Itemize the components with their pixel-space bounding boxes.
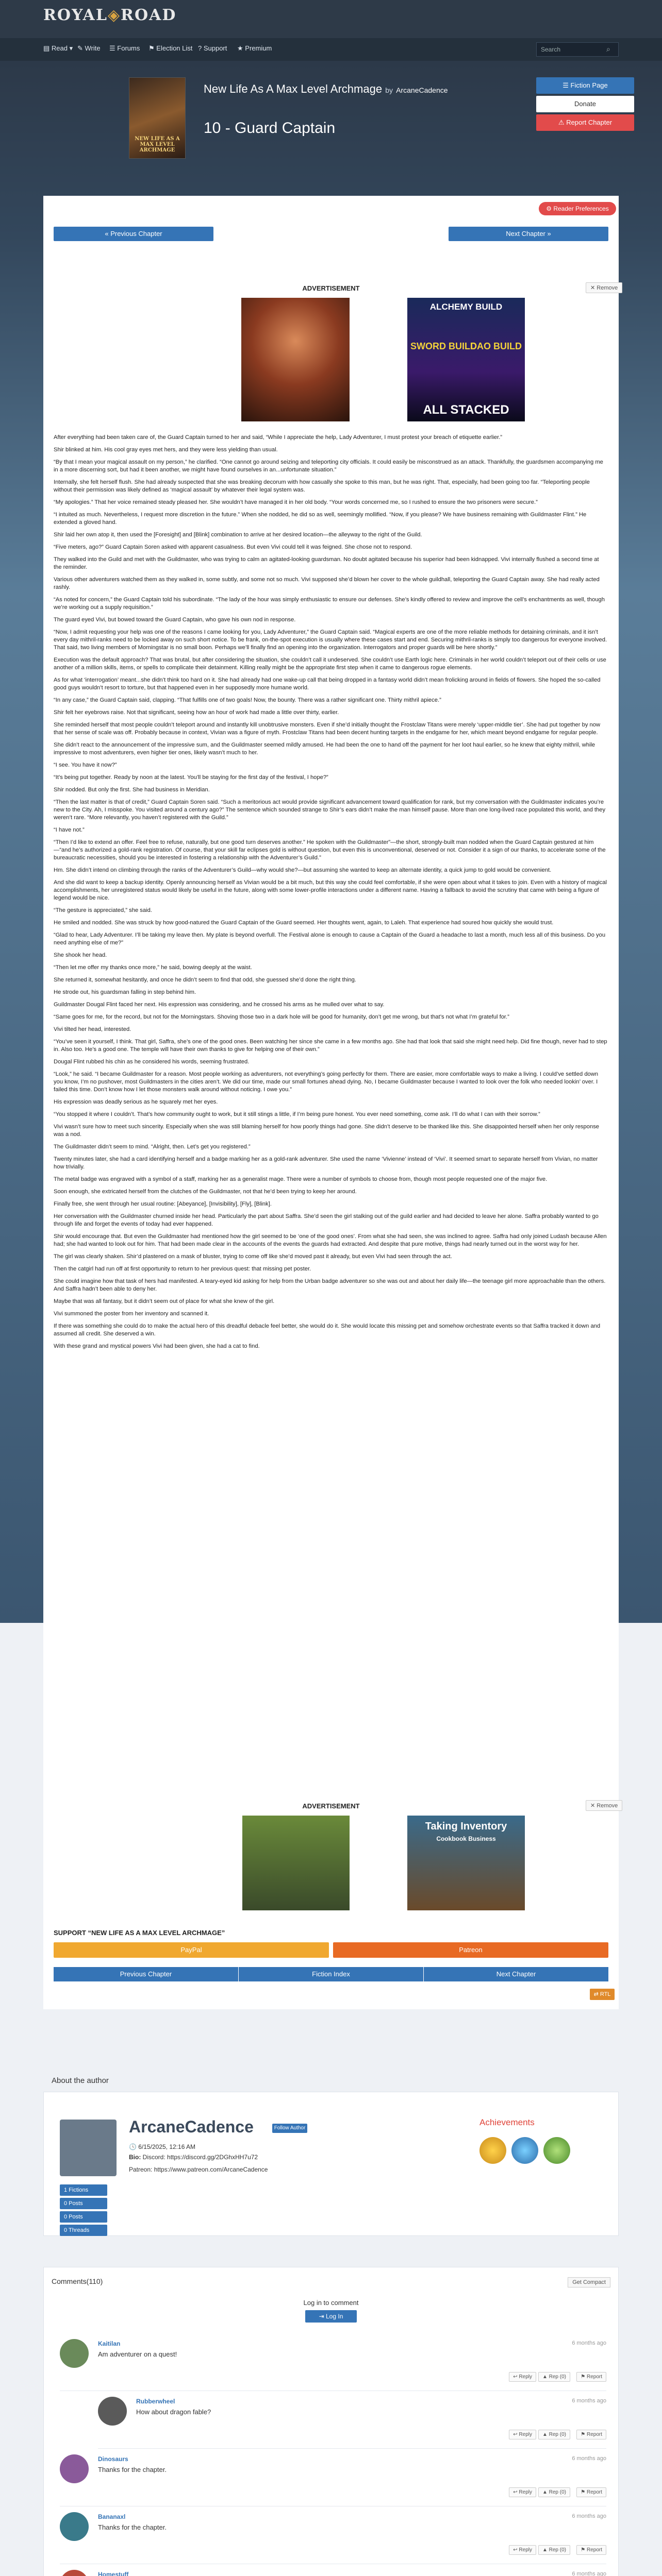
comment-avatar[interactable] xyxy=(60,2512,89,2541)
chapter-paragraph: She reminded herself that most people couldn’t teleport around and instantly kill unobtrusive monsters. Even if she’d initially thought the Frostclaw Titans were merely ‘upper-middle tier’. She had put together by now that her sense of scale was off. Probably because in context, Vivian was a figure of myth. Frostclaw Titans had been decent hunting targets in the endgame for her, which meant beyond endgame for regular people. xyxy=(54,722,601,736)
comment-report-button[interactable]: ⚑ Report xyxy=(576,2430,606,2439)
chapter-paragraph: His expression was deadly serious as he squarely met her eyes. xyxy=(54,1099,218,1105)
comment-item xyxy=(98,2397,606,2450)
cover-image[interactable] xyxy=(129,77,186,159)
chapter-paragraph: Twenty minutes later, she had a card identifying herself and a badge marking her as a gold-rank adventurer. She used the name ‘Vivienne’ instead of ‘Vivi’. It seemed smart to separate herself from Vivian, no matter how trivially. xyxy=(54,1156,598,1170)
comment-body: How about dragon fable? xyxy=(136,2408,211,2416)
chapter-paragraph: “I have not.” xyxy=(54,827,85,833)
chapter-paragraph: Vivi wasn’t sure how to meet such sincerity. Especially when she was still blaming herself for how poorly things had gone. She didn’t deserve to be thanked like this. She disappointed herself when her only response was a nod. xyxy=(54,1124,600,1138)
chapter-content xyxy=(54,434,608,1355)
top-navbar xyxy=(0,0,662,38)
login-button[interactable]: ⇥ Log In xyxy=(305,2310,357,2323)
chapter-paragraph: Dougal Flint rubbed his chin as he considered his words, seeming frustrated. xyxy=(54,1059,250,1065)
chapter-paragraph: “In any case,” the Guard Captain said, clapping. “That fulfills one of two goals! Now, the bounty. There was a rather significant one. Thirty mithril apiece.” xyxy=(54,697,441,703)
chapter-paragraph: As for what ‘interrogation’ meant...she didn’t think too hard on it. She had already had one wake-up call that being dropped in a fantasy world didn’t mean frolicking around in fields of flowers. She hoped the so-called good guys wouldn’t resort to torture, but that happened even in her supposedly more humane world. xyxy=(54,677,601,691)
comments-header: Comments(110) xyxy=(52,2277,103,2285)
chapter-paragraph: She returned it, somewhat hesitantly, and once he didn’t seem to find that odd, she guessed she’d done the right thing. xyxy=(54,977,356,983)
ad-image-3[interactable] xyxy=(242,1816,350,1910)
chapter-paragraph: She shook her head. xyxy=(54,952,107,958)
remove-ad-button-2[interactable]: ✕ Remove xyxy=(586,1800,622,1811)
remove-ad-button[interactable]: ✕ Remove xyxy=(586,282,622,293)
comment-reply-button[interactable]: ↩ Reply xyxy=(509,2372,536,2382)
chapter-paragraph: “Now, I admit requesting your help was one of the reasons I came looking for you, Lady Adventurer,” the Guard Captain said. “Magical experts are one of the more reliable methods for detaining criminals, and it isn’t every day mithril-ranks need to be locked away on such short notice. To be frank, on-the-spot execution is usually where these cases start and end. Securing mithril-ranks is simply too dangerous for everyone involved. That said, two living members of Morningstar is no small boon. Perhaps we’ll finally find an opening into the organization. Interrogators and proper guards will be here shortly.” xyxy=(54,629,607,651)
reader-preferences-button[interactable]: ⚙ Reader Preferences xyxy=(539,202,616,215)
author-bio: Bio: Discord: https://discord.gg/2DGhxHH7u72 xyxy=(129,2154,258,2161)
chapter-paragraph: Execution was the default approach? That was brutal, but after considering the situation, she couldn’t call it undeserved. She couldn’t use Earth logic here. Criminals in her world couldn’t teleport out of their cells or use another of a million skills, items, or spells to complicate their detainment. Killing really might be the appropriate first step when it came to dangerous rogue elements. xyxy=(54,657,606,671)
bottom-next-button[interactable]: Next Chapter xyxy=(424,1967,608,1981)
chapter-paragraph: “Five meters, ago?” Guard Captain Soren asked with apparent casualness. But even Vivi could tell it was feigned. She chose not to respond. xyxy=(54,544,412,550)
comment-author[interactable]: Homestuff xyxy=(98,2571,129,2576)
chapter-paragraph: “You’ve seen it yourself, I think. That girl, Saffra, she’s one of the good ones. Been watching her since she came in a few months ago. She had that look that said she might need help. Did fine though, never had to step in. Also too. He’s a good one. The temple will have their own thanks to give for helping one of their own.” xyxy=(54,1039,607,1053)
support-title: SUPPORT “NEW LIFE AS A MAX LEVEL ARCHMAGE” xyxy=(54,1929,225,1937)
ad-image-2[interactable]: ALCHEMY BUILD SWORD BUILD DAO BUILD ALL STACKED xyxy=(407,298,525,421)
comment-item xyxy=(60,2570,606,2576)
bottom-prev-button[interactable]: Previous Chapter xyxy=(54,1967,238,1981)
fiction-index-button[interactable]: Fiction Index xyxy=(239,1967,423,1981)
comment-body: Thanks for the chapter. xyxy=(98,2523,167,2531)
menu-read[interactable]: ▤ Read ▾ xyxy=(43,44,73,52)
chapter-paragraph: Her conversation with the Guildmaster churned inside her head. Particularly the part about Saffra. She’d seen the girl stalking out of the guild earlier and had decided to leave her alone. Saffra probably wanted to go through life and forget the events of today had ever happened. xyxy=(54,1213,599,1227)
ad-image-1[interactable] xyxy=(241,298,350,421)
paypal-button[interactable]: PayPal xyxy=(54,1942,329,1958)
chapter-paragraph: Finally free, she went through her usual routine: [Abeyance], [Invisibility], [Fly], [Blink]. xyxy=(54,1201,272,1207)
chapter-paragraph: Hm. She didn’t intend on climbing through the ranks of the Adventurer’s Guild—why would she?—but assuming she wanted to keep an alternate identity, a quick jump to gold would be convenient. xyxy=(54,867,552,873)
comment-divider xyxy=(98,2448,606,2449)
achievement-badge-2[interactable] xyxy=(511,2137,538,2164)
chapter-paragraph: If there was something she could do to make the actual hero of this dreadful debacle feel better, she would do it. She would locate this missing pet and somehow orchestrate events so that Saffra tracked it down and assumed all credit. She deserved a win. xyxy=(54,1323,601,1337)
chapter-paragraph: Vivi tilted her head, interested. xyxy=(54,1026,131,1032)
donate-button[interactable]: Donate xyxy=(536,96,634,112)
advertisement-label-2: ADVERTISEMENT xyxy=(302,1802,360,1810)
achievement-badge-3[interactable] xyxy=(543,2137,570,2164)
rtl-toggle[interactable]: ⇄ RTL xyxy=(590,1989,615,2000)
chapter-paragraph: Shir blinked at him. His cool gray eyes met hers, and they were less yielding than usual. xyxy=(54,447,278,453)
chapter-paragraph: Shir felt her eyebrows raise. Not that significant, seeing how an hour of work had made a little over thirty, earlier. xyxy=(54,709,339,716)
chapter-paragraph: She didn’t react to the announcement of the impressive sum, and the Guildmaster seemed mildly amused. He had been the one to hand off the payment for her loot haul earlier, so he knew that eighty mithril, while impressive to most adventurers, even higher tier ones, likely wasn’t much to her. xyxy=(54,742,595,756)
chapter-paragraph: After everything had been taken care of, the Guard Captain turned to her and said, “While I appreciate the help, Lady Adventurer, I must protest your breach of etiquette earlier.” xyxy=(54,434,503,440)
search-input[interactable]: Search xyxy=(536,42,619,57)
chapter-paragraph: “Look,” he said. “I became Guildmaster for a reason. Most people working as adventurers, not everything’s going perfectly for them. There are easier, more comfortable ways to make a living. I could’ve settled down you know, I’m no pushover, most Guildmasters in the cities aren’t. We did our time, made our small fortunes ahead dying. No, I became Guildmaster because I wanted to look over the folk who needed lookin’ over. I failed this time. Don’t know how I let those monsters walk around without noticing. I owe you.” xyxy=(54,1071,599,1093)
menu-premium[interactable]: ★ Premium xyxy=(237,44,272,52)
comment-author[interactable]: Bananaxl xyxy=(98,2513,126,2520)
patreon-button[interactable]: Patreon xyxy=(333,1942,608,1958)
login-prompt: Log in to comment xyxy=(303,2299,359,2307)
comment-author[interactable]: Rubberwheel xyxy=(136,2398,175,2405)
comment-time: 6 months ago xyxy=(572,2571,606,2576)
author-stat-threads[interactable]: 0 Threads xyxy=(60,2225,107,2236)
chapter-title: 10 - Guard Captain xyxy=(204,120,336,137)
comment-avatar[interactable] xyxy=(60,2339,89,2368)
chapter-paragraph: “The gesture is appreciated,” she said. xyxy=(54,907,152,913)
chapter-paragraph: “Then I’d like to extend an offer. Feel free to refuse, naturally, but one good turn deserves another.” He spoken with the Guildmaster”—the short, strongly-built man nodded when the Guard Captain gestured at him—“and he’s authorized a gold-rank registration. Of course, that your skill far eclipses gold is without question, but even this is unconventional, deserved or not. Consider it a sign of our thanks, to accelerate some of the bureaucratic necessities, should you be interested in fostering a relationship with the Adventurer’s Guild.” xyxy=(54,839,606,861)
search-icon[interactable]: ⌕ xyxy=(606,45,610,53)
comment-rep-button[interactable]: ▲ Rep (0) xyxy=(538,2372,570,2382)
chapter-paragraph: “As noted for concern,” the Guard Captain told his subordinate. “The lady of the hour was simply enthusiastic to ensure our defenses. She’s kindly offered to review and improve the cell’s enchantments as well, though we’re working out a supply requisition.” xyxy=(54,597,605,611)
chapter-paragraph: With these grand and mystical powers Vivi had been given, she had a cat to find. xyxy=(54,1343,260,1349)
comment-time: 6 months ago xyxy=(572,2513,606,2519)
author-joined: 🕓 6/15/2025, 12:16 AM xyxy=(129,2143,196,2150)
next-chapter-button[interactable]: Next Chapter » xyxy=(449,227,608,241)
comment-item xyxy=(60,2339,606,2393)
chapter-paragraph: “Then let me offer my thanks once more,” he said, bowing deeply at the waist. xyxy=(54,964,252,971)
chapter-paragraph: “It’s being put together. Ready by noon at the latest. You’ll be staying for the first day of the festival, I hope?” xyxy=(54,774,328,781)
chapter-paragraph: The girl was clearly shaken. Shir’d plastered on a mask of bluster, trying to come off like she’d moved past it already, but even Vivi had seen through the act. xyxy=(54,1253,452,1260)
prev-chapter-button[interactable]: « Previous Chapter xyxy=(54,227,213,241)
chapter-paragraph: Various other adventurers watched them as they walked in, some subtly, and some not so much. Vivi supposed she’d blown her cover to the whole guildhall, teleporting the Guard Captain away. She had really acted rashly. xyxy=(54,577,600,590)
chapter-paragraph: “Glad to hear, Lady Adventurer. I’ll be taking my leave then. My plate is beyond overfull. The Festival alone is enough to cause a Captain of the Guard a headache to last a month, much less all of this business. Do you need anything else of me?” xyxy=(54,932,606,946)
comment-report-button[interactable]: ⚑ Report xyxy=(576,2372,606,2382)
comment-time: 6 months ago xyxy=(572,2455,606,2462)
author-avatar[interactable] xyxy=(60,2120,117,2176)
chapter-paragraph: “You stopped it where I couldn’t. That’s how community ought to work, but it still stings a little, if I’m being pure honest. You ever need something, come ask. I’ll do what I can with their sorrow.” xyxy=(54,1111,540,1117)
author-card xyxy=(43,2092,619,2236)
chapter-paragraph: Internally, she felt herself flush. She had already suspected that she was breaking decorum with how casually she spoke to this man, but he was right. That, especially, had been going too far. “Teleporting people without their permission was likely defined as ‘magical assault’ by whatever their legal system was. xyxy=(54,479,590,493)
comment-rep-button[interactable]: ▲ Rep (0) xyxy=(538,2545,570,2555)
cover-title: NEW LIFE AS A MAX LEVEL ARCHMAGE xyxy=(135,136,180,153)
achievement-badge-1[interactable] xyxy=(479,2137,506,2164)
chapter-paragraph: “Same goes for me, for the record, but not for the Morningstars. Shoving those two in a dark hole will be good for humanity, don’t get me wrong, but that’s not what I’m grateful for.” xyxy=(54,1014,509,1020)
comment-author[interactable]: Kaitilan xyxy=(98,2340,121,2347)
comment-report-button[interactable]: ⚑ Report xyxy=(576,2487,606,2497)
comment-avatar[interactable] xyxy=(60,2454,89,2483)
comment-avatar[interactable] xyxy=(60,2570,89,2576)
fiction-page-button[interactable]: ☰ Fiction Page xyxy=(536,77,634,94)
comment-rep-button[interactable]: ▲ Rep (0) xyxy=(538,2487,570,2497)
author-patreon: Patreon: https://www.patreon.com/ArcaneCadence xyxy=(129,2166,268,2173)
author-stat-posts[interactable]: 0 Posts xyxy=(60,2198,107,2209)
chapter-paragraph: The Guildmaster didn’t seem to mind. “Alright, then. Let’s get you registered.” xyxy=(54,1144,251,1150)
menu-forums[interactable]: ☰ Forums xyxy=(109,44,140,52)
about-author-title: About the author xyxy=(52,2076,109,2085)
comment-author[interactable]: Dinosaurs xyxy=(98,2455,128,2463)
author-name[interactable]: ArcaneCadence xyxy=(129,2117,254,2136)
author-link[interactable]: ArcaneCadence xyxy=(396,86,448,94)
author-stat-fictions[interactable]: 1 Fictions xyxy=(60,2184,107,2196)
comment-avatar[interactable] xyxy=(98,2397,127,2426)
get-compact-button[interactable]: Get Compact xyxy=(568,2277,610,2287)
comment-rep-button[interactable]: ▲ Rep (0) xyxy=(538,2430,570,2439)
chapter-paragraph: Then the catgirl had run off at first opportunity to return to her previous quest: that missing pet poster. xyxy=(54,1266,311,1272)
fiction-title[interactable]: New Life As A Max Level Archmage by ArcaneCadence xyxy=(204,82,448,95)
chapter-paragraph: “I intuited as much. Nevertheless, I request more discretion in the future.” When she nodded, he did so as well, seemingly mollified. “Now, if you please? We have business remaining with Guildmaster Flint.” He extended a gloved hand. xyxy=(54,512,587,526)
comment-body: Thanks for the chapter. xyxy=(98,2466,167,2473)
menu-election[interactable]: ⚑ Election List xyxy=(148,44,193,52)
chapter-paragraph: He smiled and nodded. She was struck by how good-natured the Guard Captain of the Guard seemed. Her thoughts went, again, to Laleh. That experience had soured how quickly she would trust. xyxy=(54,920,554,926)
chapter-paragraph: The metal badge was engraved with a symbol of a staff, marking her as a generalist mage. There were a number of symbols to choose from, though most people requested one of the major five. xyxy=(54,1176,548,1182)
chapter-paragraph: The guard eyed Vivi, but bowed toward the Guard Captain, who gave his own nod in response. xyxy=(54,617,296,623)
comment-time: 6 months ago xyxy=(572,2340,606,2346)
menu-support[interactable]: ? Support xyxy=(198,44,227,52)
chapter-paragraph: Guildmaster Dougal Flint faced her next. His expression was considering, and he crossed his arms as he mulled over what to say. xyxy=(54,1002,385,1008)
chapter-paragraph: Shir laid her own atop it, then used the [Foresight] and [Blink] combination to arrive at her desired location—the alleyway to the right of the Guild. xyxy=(54,532,422,538)
report-chapter-button[interactable]: ⚠ Report Chapter xyxy=(536,114,634,131)
comment-reply-button[interactable]: ↩ Reply xyxy=(509,2487,536,2497)
menu-write[interactable]: ✎ Write xyxy=(77,44,101,52)
chapter-paragraph: “I see. You have it now?” xyxy=(54,762,117,768)
comment-item xyxy=(60,2454,606,2508)
chapter-paragraph: “Then the last matter is that of credit,” Guard Captain Soren said. “Such a meritorious act would provide significant advancement toward qualification for rank, but my conversation with the Guildmaster indicates you’re new to the City. Ah, I misspoke. You visited around a century ago?” The sentence which sounded strange to Shir’s ears didn’t make the man himself pause. More than one long-lived race populated this world, and they weren’t rare. “More relevantly, you haven’t registered with the Guild.” xyxy=(54,799,606,821)
comment-time: 6 months ago xyxy=(572,2398,606,2404)
comment-reply-button[interactable]: ↩ Reply xyxy=(509,2430,536,2439)
achievements-title: Achievements xyxy=(479,2117,535,2127)
chapter-paragraph: She could imagine how that task of hers had manifested. A teary-eyed kid asking for help from the Urban badge adventurer so she was out and about her daily life—the teenage girl more approachable than the others. And Saffra hadn’t been able to deny her. xyxy=(54,1278,606,1292)
follow-author-button[interactable]: Follow Author xyxy=(272,2124,307,2133)
chapter-paragraph: Vivi summoned the poster from her inventory and scanned it. xyxy=(54,1311,209,1317)
chapter-paragraph: “By that I mean your magical assault on my person,” he clarified. “One cannot go around seizing and teleporting city officials. It could easily be misconstrued as an attack. Thankfully, the guardsmen accompanying me in a more discerning sort, but had it been another, we might have found ourselves in an...unfortunate situation.” xyxy=(54,459,603,473)
chapter-paragraph: Shir nodded. But only the first. She had business in Meridian. xyxy=(54,787,210,793)
chapter-paragraph: Soon enough, she extricated herself from the clutches of the Guildmaster, not that he’d been trying to keep her around. xyxy=(54,1189,357,1195)
chapter-paragraph: They walked into the Guild and met with the Guildmaster, who was trying to calm an agitated-looking guardsman. No doubt agitated because his superior had been kidnapped. Vivi internally flushed a second time at the reminder. xyxy=(54,556,599,570)
chapter-paragraph: “My apologies.” That her voice remained steady pleased her. She wouldn’t have managed it in her old body. “Your words concerned me, so I rushed to ensure the two prisoners were secure.” xyxy=(54,499,538,505)
site-logo[interactable]: ROYAL◈ROAD xyxy=(43,6,177,24)
comment-body: Am adventurer on a quest! xyxy=(98,2350,177,2358)
chapter-paragraph: Maybe that was all fantasy, but it didn’t seem out of place for what she knew of the girl. xyxy=(54,1298,275,1304)
ad-image-4[interactable]: Taking Inventory Cookbook Business xyxy=(407,1816,525,1910)
chapter-paragraph: And she did want to keep a backup identity. Openly announcing herself as Vivian would be a bit much, but this way she could feel comfortable, if she were open about what it takes to join. Even with a history of magical accomplishments, her unregistered status would likely be useful in the future, along with some lower-profile interactions under a different name. Having a fallback to avoid the scrutiny that came with being a figure of legend would be nice. xyxy=(54,879,607,901)
comment-reply-button[interactable]: ↩ Reply xyxy=(509,2545,536,2555)
logo-accent: ◈ xyxy=(107,6,121,24)
author-stat-posts-2[interactable]: 0 Posts xyxy=(60,2211,107,2223)
comment-report-button[interactable]: ⚑ Report xyxy=(576,2545,606,2555)
advertisement-label: ADVERTISEMENT xyxy=(302,284,360,292)
comment-item xyxy=(60,2512,606,2566)
chapter-paragraph: Shir would encourage that. But even the Guildmaster had mentioned how the girl seemed to be ‘one of the good ones’. From what she had seen, she was inclined to agree. Saffra had only joined Ludash because Allen had; she had wanted to look out for him. That had been made clear in the accounts of the events the guards had extracted. And despite that pure motive, things had nearly turned out in the worst way for her. xyxy=(54,1233,607,1247)
chapter-paragraph: He strode out, his guardsman falling in step behind him. xyxy=(54,989,196,995)
